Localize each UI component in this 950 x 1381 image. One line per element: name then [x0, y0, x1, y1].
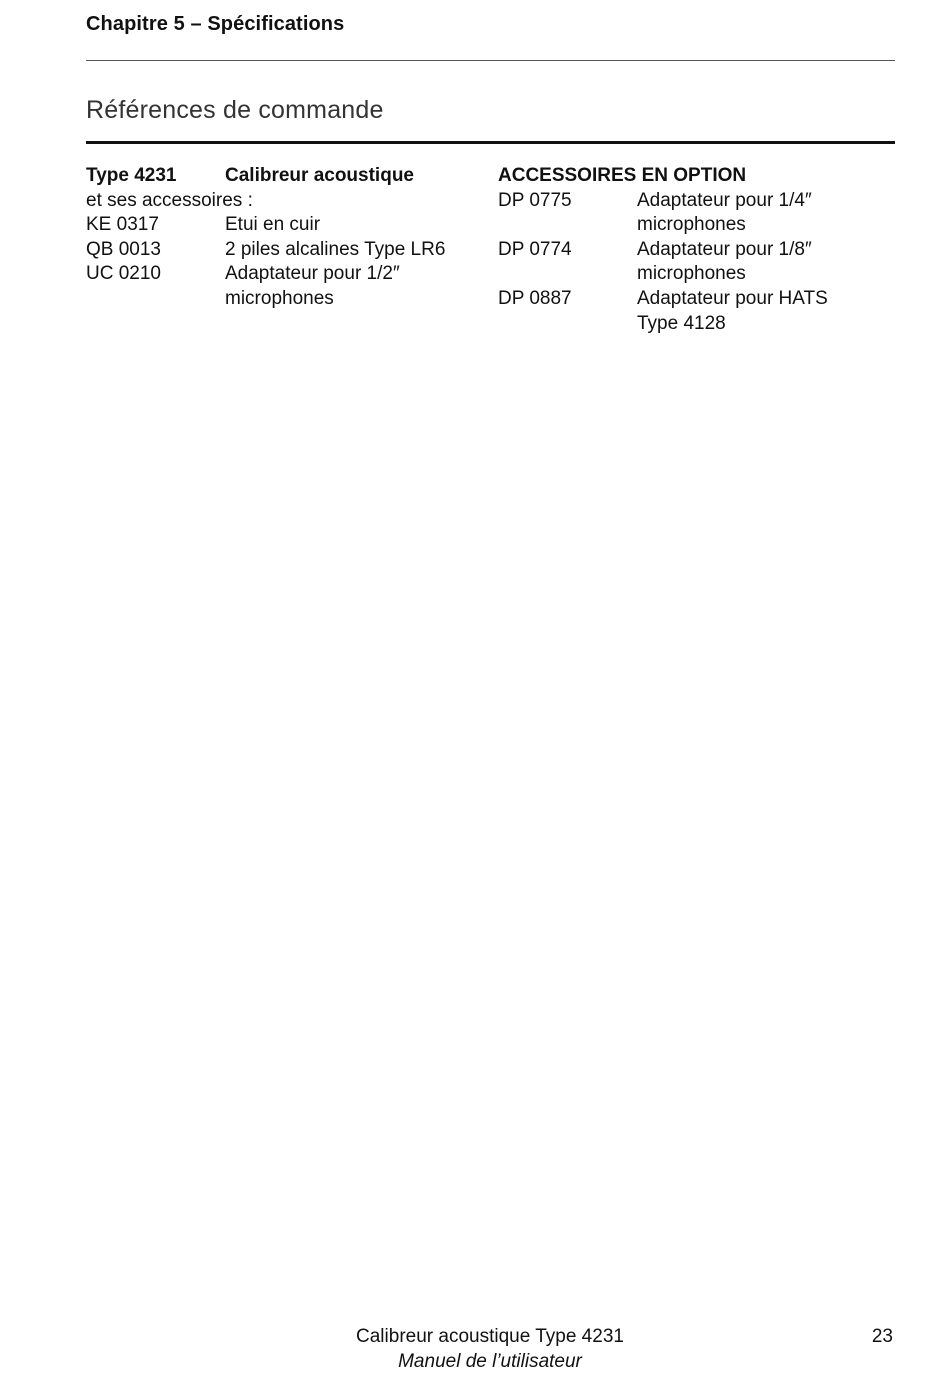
item-description-line: microphones — [637, 263, 746, 285]
list-item — [86, 213, 486, 238]
item-description-line: Type 4128 — [637, 312, 726, 334]
footer-subtitle: Manuel de l’utilisateur — [398, 1351, 582, 1372]
item-description-line: microphones — [637, 214, 746, 236]
item-description-line: Adaptateur pour 1/2″ — [225, 263, 400, 285]
item-description — [637, 287, 898, 336]
item-description-line: 2 piles alcalines Type LR6 — [225, 238, 446, 260]
item-description-line: Etui en cuir — [225, 214, 321, 236]
product-name: Calibreur acoustique — [225, 165, 414, 186]
product-code: Type 4231 — [86, 165, 177, 186]
list-item — [498, 189, 898, 238]
optional-accessories-heading: ACCESSOIRES EN OPTION — [498, 165, 747, 186]
item-description — [225, 238, 486, 263]
item-code: DP 0775 — [498, 189, 572, 211]
optional-accessories-column — [498, 164, 898, 336]
item-description — [637, 238, 898, 287]
section-title: Références de commande — [86, 96, 384, 124]
section-divider — [86, 141, 895, 144]
list-item — [498, 287, 898, 336]
accessories-intro: et ses accessoires : — [86, 189, 253, 211]
chapter-header: Chapitre 5 – Spécifications — [86, 13, 345, 35]
footer-title: Calibreur acoustique Type 4231 — [356, 1326, 624, 1347]
item-description-line: microphones — [225, 287, 334, 309]
item-description — [637, 189, 898, 238]
item-code: QB 0013 — [86, 238, 161, 260]
item-code: DP 0774 — [498, 238, 572, 260]
item-description — [225, 262, 486, 311]
product-row — [86, 164, 486, 189]
item-description-line: Adaptateur pour 1/4″ — [637, 189, 812, 211]
item-description-line: Adaptateur pour 1/8″ — [637, 238, 812, 260]
page-number: 23 — [871, 1326, 893, 1347]
item-description-line: Adaptateur pour HATS — [637, 287, 828, 309]
list-item — [86, 262, 486, 311]
item-code: DP 0887 — [498, 287, 572, 309]
item-description — [225, 213, 486, 238]
item-code: UC 0210 — [86, 263, 161, 285]
item-code: KE 0317 — [86, 214, 159, 236]
list-item — [86, 238, 486, 263]
list-item — [498, 238, 898, 287]
header-divider — [86, 60, 895, 61]
ordering-main-column — [86, 164, 486, 312]
